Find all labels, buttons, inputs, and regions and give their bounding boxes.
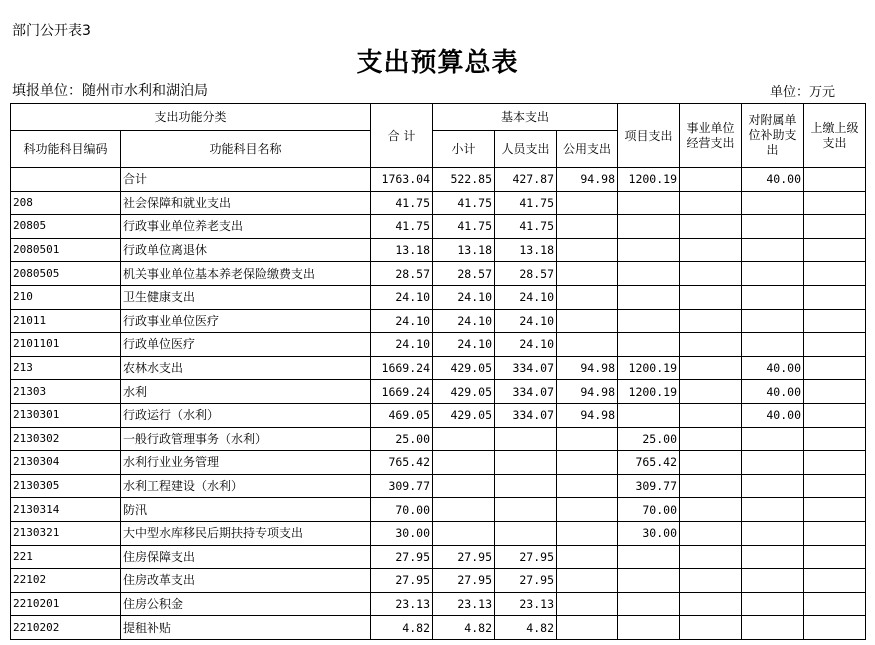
cell-name: 机关事业单位基本养老保险缴费支出 (121, 262, 371, 286)
header-enterprise: 事业单位经营支出 (680, 104, 742, 168)
cell-project (618, 215, 680, 239)
cell-code: 213 (11, 356, 121, 380)
cell-project: 1200.19 (618, 168, 680, 192)
cell-public (557, 215, 618, 239)
cell-project (618, 592, 680, 616)
cell-project (618, 191, 680, 215)
cell-enterprise (680, 521, 742, 545)
cell-higher (804, 333, 866, 357)
cell-name: 卫生健康支出 (121, 285, 371, 309)
table-row (11, 569, 866, 593)
cell-higher (804, 380, 866, 404)
cell-public (557, 309, 618, 333)
cell-subtotal: 27.95 (433, 569, 495, 593)
cell-subtotal: 429.05 (433, 356, 495, 380)
header-code: 科功能科目编码 (11, 131, 121, 168)
cell-name: 大中型水库移民后期扶持专项支出 (121, 521, 371, 545)
cell-public (557, 191, 618, 215)
cell-project: 70.00 (618, 498, 680, 522)
cell-subsidy (742, 474, 804, 498)
cell-total: 4.82 (371, 616, 433, 640)
document-code: 部门公开表3 (12, 23, 91, 39)
cell-higher (804, 427, 866, 451)
cell-public (557, 262, 618, 286)
table-row (11, 309, 866, 333)
cell-code: 2130304 (11, 451, 121, 475)
table-row (11, 285, 866, 309)
cell-total: 41.75 (371, 191, 433, 215)
cell-public (557, 333, 618, 357)
cell-public (557, 616, 618, 640)
header-personnel: 人员支出 (495, 131, 557, 168)
cell-higher (804, 592, 866, 616)
cell-project (618, 238, 680, 262)
cell-project: 1200.19 (618, 356, 680, 380)
cell-enterprise (680, 545, 742, 569)
table-row (11, 521, 866, 545)
cell-personnel: 24.10 (495, 309, 557, 333)
cell-enterprise (680, 309, 742, 333)
cell-subtotal: 4.82 (433, 616, 495, 640)
cell-code: 210 (11, 285, 121, 309)
table-row (11, 451, 866, 475)
table-row (11, 215, 866, 239)
filler-unit-label: 填报单位：随州市水利和湖泊局 (12, 83, 208, 99)
cell-enterprise (680, 285, 742, 309)
cell-subsidy: 40.00 (742, 168, 804, 192)
cell-total: 30.00 (371, 521, 433, 545)
cell-personnel: 334.07 (495, 380, 557, 404)
cell-total: 13.18 (371, 238, 433, 262)
cell-personnel (495, 451, 557, 475)
cell-total: 23.13 (371, 592, 433, 616)
cell-total: 765.42 (371, 451, 433, 475)
cell-subsidy (742, 238, 804, 262)
cell-public (557, 592, 618, 616)
cell-project (618, 333, 680, 357)
cell-project: 765.42 (618, 451, 680, 475)
cell-subtotal: 24.10 (433, 285, 495, 309)
cell-code: 2130301 (11, 403, 121, 427)
cell-personnel: 13.18 (495, 238, 557, 262)
cell-subsidy (742, 191, 804, 215)
cell-total: 469.05 (371, 403, 433, 427)
cell-personnel: 23.13 (495, 592, 557, 616)
cell-enterprise (680, 451, 742, 475)
cell-enterprise (680, 238, 742, 262)
cell-name: 水利 (121, 380, 371, 404)
cell-higher (804, 474, 866, 498)
header-basic: 基本支出 (433, 104, 618, 131)
unit-label: 单位：万元 (769, 85, 835, 100)
cell-public: 94.98 (557, 168, 618, 192)
cell-code: 2130314 (11, 498, 121, 522)
cell-code: 2210201 (11, 592, 121, 616)
cell-personnel (495, 521, 557, 545)
cell-higher (804, 191, 866, 215)
cell-subtotal (433, 427, 495, 451)
cell-name: 提租补贴 (121, 616, 371, 640)
cell-total: 27.95 (371, 569, 433, 593)
cell-name: 水利行业业务管理 (121, 451, 371, 475)
cell-total: 24.10 (371, 285, 433, 309)
header-name: 功能科目名称 (121, 131, 371, 168)
table-body (11, 168, 866, 640)
cell-subtotal: 41.75 (433, 191, 495, 215)
cell-subsidy (742, 333, 804, 357)
cell-project: 1200.19 (618, 380, 680, 404)
cell-higher (804, 356, 866, 380)
cell-subtotal: 24.10 (433, 309, 495, 333)
cell-code: 20805 (11, 215, 121, 239)
cell-subtotal (433, 521, 495, 545)
cell-subsidy (742, 262, 804, 286)
cell-total: 28.57 (371, 262, 433, 286)
cell-subtotal (433, 451, 495, 475)
header-project: 项目支出 (618, 104, 680, 168)
table-row (11, 333, 866, 357)
cell-name: 行政运行（水利） (121, 403, 371, 427)
cell-public (557, 545, 618, 569)
table-row (11, 191, 866, 215)
cell-enterprise (680, 356, 742, 380)
cell-total: 41.75 (371, 215, 433, 239)
cell-enterprise (680, 403, 742, 427)
cell-personnel (495, 474, 557, 498)
budget-table (10, 103, 866, 640)
table-row (11, 238, 866, 262)
cell-higher (804, 545, 866, 569)
cell-personnel (495, 427, 557, 451)
cell-enterprise (680, 427, 742, 451)
cell-public (557, 238, 618, 262)
cell-subsidy: 40.00 (742, 380, 804, 404)
cell-personnel: 28.57 (495, 262, 557, 286)
cell-subsidy (742, 545, 804, 569)
cell-code: 21011 (11, 309, 121, 333)
cell-subtotal (433, 498, 495, 522)
cell-name: 行政事业单位养老支出 (121, 215, 371, 239)
cell-project (618, 285, 680, 309)
cell-name: 行政单位离退休 (121, 238, 371, 262)
table-row (11, 474, 866, 498)
cell-public (557, 498, 618, 522)
cell-project (618, 569, 680, 593)
cell-higher (804, 403, 866, 427)
cell-higher (804, 309, 866, 333)
cell-name: 行政事业单位医疗 (121, 309, 371, 333)
cell-enterprise (680, 380, 742, 404)
cell-subtotal: 24.10 (433, 333, 495, 357)
cell-subsidy: 40.00 (742, 356, 804, 380)
cell-subsidy (742, 498, 804, 522)
table-row (11, 592, 866, 616)
cell-enterprise (680, 191, 742, 215)
cell-higher (804, 451, 866, 475)
cell-personnel: 41.75 (495, 215, 557, 239)
cell-public (557, 427, 618, 451)
cell-subtotal (433, 474, 495, 498)
cell-project (618, 403, 680, 427)
cell-total: 1669.24 (371, 380, 433, 404)
cell-personnel: 334.07 (495, 356, 557, 380)
cell-higher (804, 521, 866, 545)
cell-personnel: 4.82 (495, 616, 557, 640)
cell-code: 2130305 (11, 474, 121, 498)
cell-public (557, 451, 618, 475)
cell-total: 27.95 (371, 545, 433, 569)
cell-enterprise (680, 474, 742, 498)
cell-name: 防汛 (121, 498, 371, 522)
header-function-category: 支出功能分类 (11, 104, 371, 131)
cell-name: 农林水支出 (121, 356, 371, 380)
cell-higher (804, 168, 866, 192)
cell-public: 94.98 (557, 356, 618, 380)
cell-total: 24.10 (371, 333, 433, 357)
cell-name: 合计 (121, 168, 371, 192)
cell-subtotal: 429.05 (433, 403, 495, 427)
cell-subtotal: 522.85 (433, 168, 495, 192)
cell-total: 24.10 (371, 309, 433, 333)
cell-name: 行政单位医疗 (121, 333, 371, 357)
header-subtotal: 小计 (433, 131, 495, 168)
cell-enterprise (680, 616, 742, 640)
cell-subsidy: 40.00 (742, 403, 804, 427)
cell-code: 2080501 (11, 238, 121, 262)
cell-personnel: 24.10 (495, 285, 557, 309)
cell-subsidy (742, 215, 804, 239)
cell-total: 1669.24 (371, 356, 433, 380)
cell-personnel: 427.87 (495, 168, 557, 192)
cell-enterprise (680, 215, 742, 239)
header-subsidy: 对附属单位补助支出 (742, 104, 804, 168)
cell-public: 94.98 (557, 380, 618, 404)
cell-public (557, 474, 618, 498)
cell-project (618, 545, 680, 569)
table-row (11, 498, 866, 522)
cell-code: 2210202 (11, 616, 121, 640)
cell-subsidy (742, 309, 804, 333)
cell-higher (804, 215, 866, 239)
table-row (11, 168, 866, 192)
header-higher: 上缴上级支出 (804, 104, 866, 168)
cell-higher (804, 285, 866, 309)
table-row (11, 380, 866, 404)
cell-subtotal: 23.13 (433, 592, 495, 616)
table-row (11, 616, 866, 640)
cell-total: 25.00 (371, 427, 433, 451)
cell-personnel: 334.07 (495, 403, 557, 427)
cell-code (11, 168, 121, 192)
cell-subsidy (742, 569, 804, 593)
table-row (11, 262, 866, 286)
document-title: 支出预算总表 (356, 48, 519, 78)
cell-subsidy (742, 616, 804, 640)
cell-personnel: 27.95 (495, 545, 557, 569)
cell-higher (804, 569, 866, 593)
cell-code: 22102 (11, 569, 121, 593)
cell-code: 2130302 (11, 427, 121, 451)
cell-name: 一般行政管理事务（水利） (121, 427, 371, 451)
cell-subtotal: 429.05 (433, 380, 495, 404)
cell-name: 水利工程建设（水利） (121, 474, 371, 498)
cell-total: 309.77 (371, 474, 433, 498)
cell-personnel: 24.10 (495, 333, 557, 357)
cell-project: 309.77 (618, 474, 680, 498)
cell-enterprise (680, 333, 742, 357)
cell-subtotal: 28.57 (433, 262, 495, 286)
cell-personnel: 41.75 (495, 191, 557, 215)
cell-total: 1763.04 (371, 168, 433, 192)
cell-enterprise (680, 262, 742, 286)
cell-public (557, 521, 618, 545)
table-row (11, 427, 866, 451)
cell-project: 30.00 (618, 521, 680, 545)
table-row (11, 356, 866, 380)
cell-subtotal: 41.75 (433, 215, 495, 239)
cell-enterprise (680, 569, 742, 593)
cell-enterprise (680, 168, 742, 192)
cell-code: 21303 (11, 380, 121, 404)
cell-subsidy (742, 451, 804, 475)
cell-higher (804, 616, 866, 640)
cell-higher (804, 262, 866, 286)
cell-subsidy (742, 521, 804, 545)
cell-name: 住房公积金 (121, 592, 371, 616)
cell-code: 2080505 (11, 262, 121, 286)
cell-code: 2130321 (11, 521, 121, 545)
cell-higher (804, 498, 866, 522)
table-row (11, 545, 866, 569)
header-total: 合 计 (371, 104, 433, 168)
cell-total: 70.00 (371, 498, 433, 522)
cell-personnel (495, 498, 557, 522)
table-row (11, 403, 866, 427)
cell-name: 住房保障支出 (121, 545, 371, 569)
cell-project (618, 309, 680, 333)
header-public: 公用支出 (557, 131, 618, 168)
cell-public: 94.98 (557, 403, 618, 427)
cell-subsidy (742, 427, 804, 451)
cell-subtotal: 13.18 (433, 238, 495, 262)
cell-code: 2101101 (11, 333, 121, 357)
cell-public (557, 569, 618, 593)
cell-subsidy (742, 285, 804, 309)
cell-code: 208 (11, 191, 121, 215)
cell-project: 25.00 (618, 427, 680, 451)
cell-public (557, 285, 618, 309)
cell-name: 住房改革支出 (121, 569, 371, 593)
cell-project (618, 262, 680, 286)
cell-higher (804, 238, 866, 262)
cell-enterprise (680, 592, 742, 616)
cell-subtotal: 27.95 (433, 545, 495, 569)
cell-enterprise (680, 498, 742, 522)
cell-subsidy (742, 592, 804, 616)
cell-code: 221 (11, 545, 121, 569)
cell-personnel: 27.95 (495, 569, 557, 593)
cell-name: 社会保障和就业支出 (121, 191, 371, 215)
cell-project (618, 616, 680, 640)
